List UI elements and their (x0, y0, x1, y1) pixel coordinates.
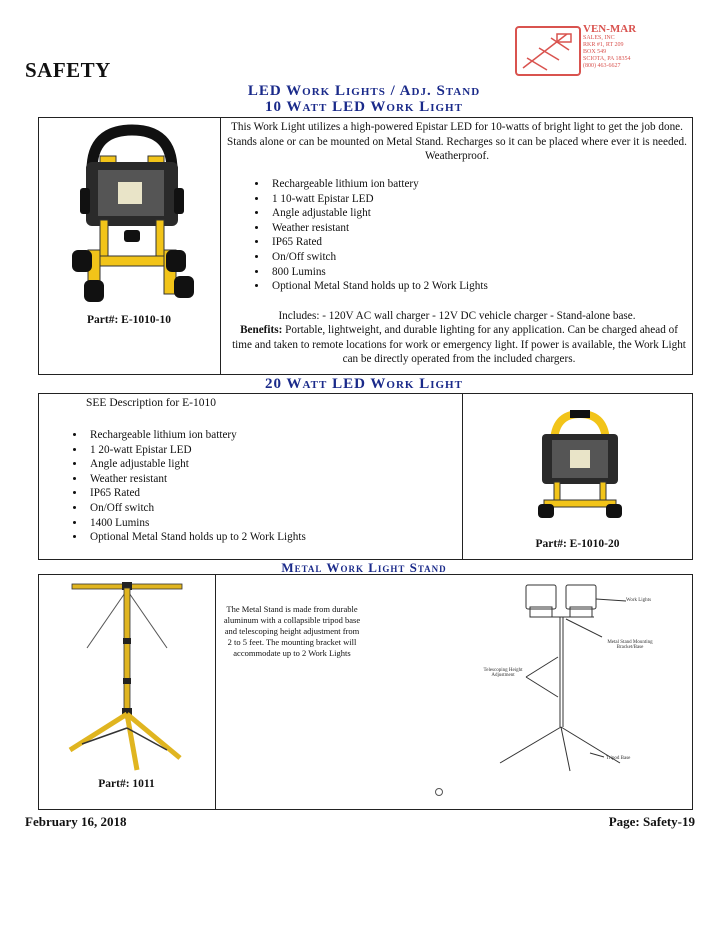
ten-watt-description: This Work Light utilizes a high-powered Epistar LED for 10-watts of bright light to get the job done. Stands alone or can be mounted on Metal Stand. Recharges so it can be placed where ever it is needed. Weatherproof. (227, 121, 687, 162)
logo-line: SALES, INC (583, 35, 615, 41)
ten-watt-light-image (62, 120, 202, 310)
ten-watt-includes: Includes: - 120V AC wall charger - 12V DC vehicle charger - Stand-alone base. (278, 310, 636, 322)
ten-watt-feature-list (230, 177, 708, 294)
stand-image (62, 578, 192, 774)
footer-page: Page: Safety-19 (608, 814, 695, 829)
logo-line: BOX 549 (583, 49, 607, 55)
label-tripod: Tripod Base (606, 756, 631, 761)
logo-line: RKR #1, RT 209 (583, 42, 624, 48)
ten-watt-header: 10 Watt LED Work Light (265, 99, 463, 115)
logo-emblem-icon (515, 26, 581, 76)
ven-mar-logo (515, 24, 695, 76)
feature-item: • Optional Metal Stand holds up to 2 Work Lights (268, 279, 708, 294)
ten-watt-part: Part#: E-1010-10 (87, 314, 171, 326)
twenty-watt-see: SEE Description for E-1010 (86, 397, 216, 409)
feature-item: • Angle adjustable light (268, 206, 708, 221)
label-work-lights: Work Lights (626, 598, 652, 603)
twenty-watt-light-image (530, 408, 630, 526)
stand-description: The Metal Stand is made from durable aluminum with a collapsible tripod base and telescoping height adjustment from 2 to 5 feet. The mounting bracket will accommodate up to 2 Work Lights (223, 604, 361, 658)
feature-item: • 1 10-watt Epistar LED (268, 192, 708, 207)
twenty-watt-header: 20 Watt LED Work Light (265, 376, 463, 392)
footer-date: February 16, 2018 (25, 814, 127, 829)
divider (215, 574, 216, 810)
benefits-text: Portable, lightweight, and durable lighting for any application. Can be charged ahead of time and taken to remote locations for work or emergency light. If power is available, the Work Light can be directly operated from the included chargers. (232, 324, 686, 365)
twenty-watt-part: Part#: E-1010-20 (535, 538, 620, 550)
logo-line: (800) 463-6627 (583, 63, 621, 69)
logo-line: SCIOTA, PA 18354 (583, 56, 631, 62)
twenty-watt-feature-list (48, 428, 486, 545)
feature-item: • IP65 Rated (268, 235, 708, 250)
divider (220, 117, 221, 375)
feature-item: • 800 Lumins (268, 265, 708, 280)
feature-item: • Weather resistant (268, 221, 708, 236)
feature-item: • Angle adjustable light (86, 457, 486, 472)
feature-item: • On/Off switch (268, 250, 708, 265)
feature-item: • 1 20-watt Epistar LED (86, 443, 486, 458)
stand-header: Metal Work Light Stand (281, 560, 447, 575)
stand-part: Part#: 1011 (98, 778, 155, 790)
feature-item: • On/Off switch (86, 501, 486, 516)
benefits-label: Benefits: (240, 324, 283, 336)
main-header: LED Work Lights / Adj. Stand (247, 83, 481, 99)
feature-item: • 1400 Lumins (86, 516, 486, 531)
feature-item: • Rechargeable lithium ion battery (268, 177, 708, 192)
label-telescoping: Telescoping Height Adjustment (483, 668, 523, 678)
feature-item: • IP65 Rated (86, 486, 486, 501)
feature-item: • Rechargeable lithium ion battery (86, 428, 486, 443)
logo-brand: VEN-MAR (583, 23, 637, 35)
label-bracket: Metal Stand Mounting Bracket/Base (607, 640, 653, 650)
ten-watt-benefits (230, 323, 688, 367)
section-title: SAFETY (25, 58, 111, 82)
small-circle-mark (435, 788, 443, 796)
feature-item: • Weather resistant (86, 472, 486, 487)
feature-item: • Optional Metal Stand holds up to 2 Work Lights (86, 530, 486, 545)
